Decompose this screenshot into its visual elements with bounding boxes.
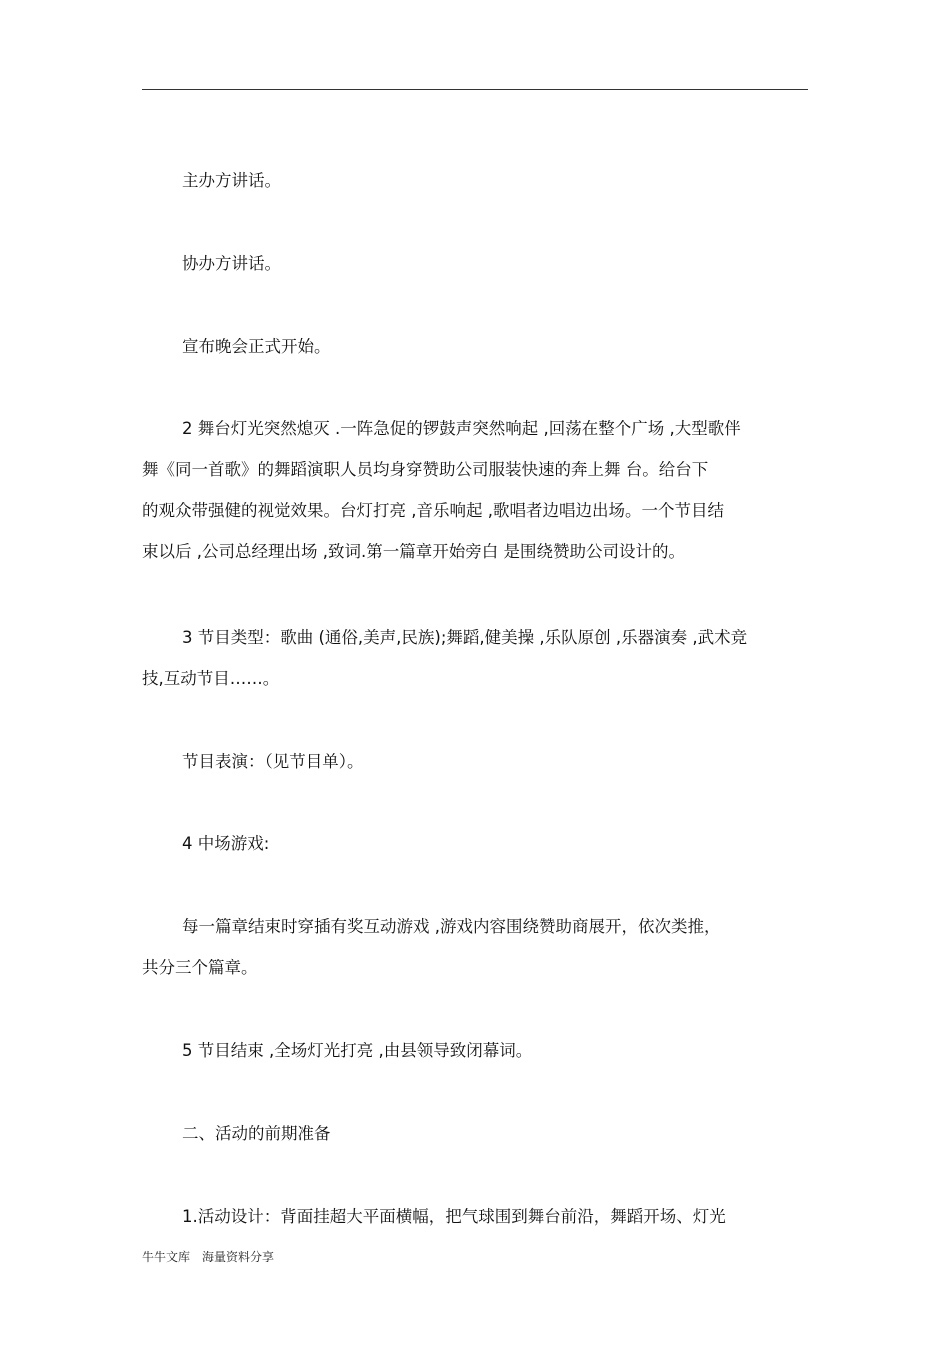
paragraph-activity-design bbox=[142, 1196, 808, 1237]
footer-slogan: 海量资料分享 bbox=[202, 1250, 275, 1264]
paragraph-line: 节目表演：（见节目单）。 bbox=[182, 752, 364, 771]
paragraph-host-speech bbox=[142, 160, 808, 201]
paragraph-line: 每一篇章结束时穿插有奖互动游戏 ,游戏内容围绕赞助商展开，依次类推， bbox=[182, 917, 721, 936]
paragraph-line: 舞《同一首歌》的舞蹈演职人员均身穿赞助公司服装快速的奔上舞 台。给台下 bbox=[142, 460, 709, 479]
paragraph-line: 3 节目类型：歌曲 (通俗,美声,民族);舞蹈,健美操 ,乐队原创 ,乐器演奏 ,武术竞 bbox=[182, 628, 748, 647]
paragraph-line: 二、活动的前期准备 bbox=[182, 1124, 331, 1143]
paragraph-line: 的观众带强健的视觉效果。台灯打亮 ,音乐响起 ,歌唱者边唱边出场。一个节目结 bbox=[142, 501, 724, 520]
paragraph-item-4 bbox=[142, 823, 808, 864]
paragraph-co-host-speech bbox=[142, 243, 808, 284]
paragraph-line: 5 节目结束 ,全场灯光打亮 ,由县领导致闭幕词。 bbox=[182, 1041, 533, 1060]
paragraph-gala-start bbox=[142, 326, 808, 367]
paragraph-line: 共分三个篇章。 bbox=[142, 958, 258, 977]
paragraph-line: 宣布晚会正式开始。 bbox=[182, 337, 331, 356]
paragraph-performance bbox=[142, 741, 808, 782]
paragraph-line: 技,互动节目……。 bbox=[142, 669, 280, 688]
paragraph-item-5 bbox=[142, 1030, 808, 1071]
header-rule bbox=[142, 89, 808, 90]
paragraph-item-2 bbox=[142, 408, 808, 572]
paragraph-line: 1.活动设计：背面挂超大平面横幅，把气球围到舞台前沿，舞蹈开场、灯光 bbox=[182, 1207, 726, 1226]
section-heading bbox=[142, 1113, 808, 1154]
paragraph-games bbox=[142, 906, 808, 988]
paragraph-line: 2 舞台灯光突然熄灭 .一阵急促的锣鼓声突然响起 ,回荡在整个广场 ,大型歌伴 bbox=[182, 419, 741, 438]
paragraph-item-3 bbox=[142, 617, 808, 699]
paragraph-line: 束以后 ,公司总经理出场 ,致词.第一篇章开始旁白 是围绕赞助公司设计的。 bbox=[142, 542, 685, 561]
paragraph-line: 4 中场游戏: bbox=[182, 834, 270, 853]
page-footer bbox=[142, 1248, 274, 1265]
paragraph-line: 协办方讲话。 bbox=[182, 254, 281, 273]
paragraph-line: 主办方讲话。 bbox=[182, 171, 281, 190]
footer-site-name: 牛牛文库 bbox=[142, 1250, 191, 1264]
